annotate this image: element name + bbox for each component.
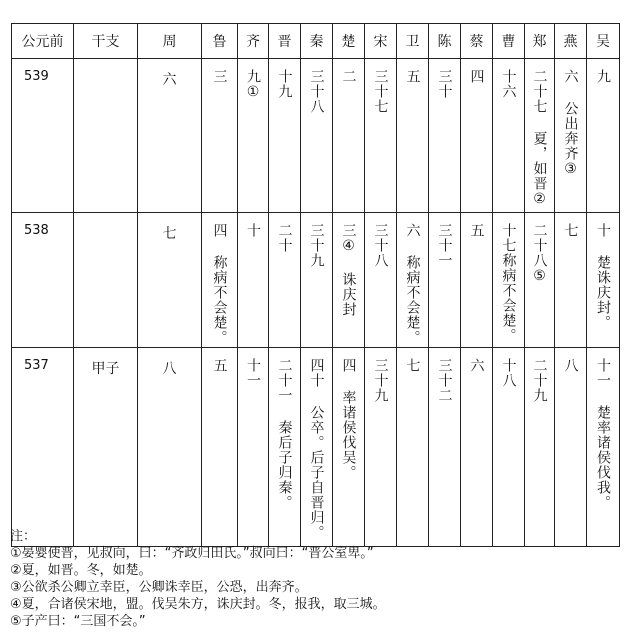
state-cell xyxy=(429,213,461,348)
table-row xyxy=(12,59,620,213)
header-cell: 楚 xyxy=(333,24,365,59)
state-cell-text: 九① xyxy=(245,69,261,101)
state-cell xyxy=(493,348,525,547)
state-cell-text: 三④ 诛庆封 xyxy=(340,223,357,317)
state-cell-text: 十九 xyxy=(276,69,293,99)
state-cell-text: 十 楚诛庆封。 xyxy=(595,223,611,330)
footnote-item: ①晏婴使晋，见叔向，曰：“齐政归田氏。”叔向曰：“晋公室卑。” xyxy=(10,546,374,561)
state-cell-text: 三十 xyxy=(436,69,453,99)
state-cell xyxy=(397,59,429,213)
state-cell xyxy=(269,348,301,547)
state-cell-text: 二十一 秦后子归秦。 xyxy=(276,358,293,510)
year-cell: 537 xyxy=(12,348,74,547)
ganzhi-cell xyxy=(74,213,138,348)
state-cell xyxy=(493,59,525,213)
zhou-cell: 七 xyxy=(138,213,202,348)
state-cell-text: 四 率诸侯伐吴。 xyxy=(340,358,357,480)
state-cell-text: 三十八 xyxy=(308,69,325,114)
state-cell-text: 二十七 夏，如晋② xyxy=(531,69,548,208)
state-cell-text: 五 xyxy=(468,223,485,238)
header-cell: 陈 xyxy=(429,24,461,59)
state-cell-text: 三十九 xyxy=(308,223,325,268)
header-cell: 周 xyxy=(138,24,202,59)
state-cell-text: 三十二 xyxy=(436,358,453,403)
state-cell xyxy=(429,59,461,213)
state-cell xyxy=(461,213,493,348)
state-cell-text: 四十 公卒。后子自晋归。 xyxy=(308,358,325,540)
state-cell-text: 十一 楚率诸侯伐我。 xyxy=(595,358,611,510)
zhou-cell: 八 xyxy=(138,348,202,547)
state-cell-text: 八 xyxy=(562,358,579,373)
state-cell-text: 十七称病不会楚。 xyxy=(500,223,517,343)
header-cell: 郑 xyxy=(525,24,555,59)
state-cell-text: 三 xyxy=(211,69,228,84)
state-cell xyxy=(555,348,587,547)
state-cell-text: 十 xyxy=(245,223,261,238)
state-cell xyxy=(301,59,333,213)
state-cell-text: 七 xyxy=(404,358,421,373)
state-cell-text: 六 公出奔齐③ xyxy=(562,69,579,178)
state-cell-text: 二十八⑤ xyxy=(531,223,548,285)
state-cell-text: 七 xyxy=(562,223,579,238)
chronology-table xyxy=(11,23,620,547)
header-cell: 干支 xyxy=(74,24,138,59)
header-cell: 曹 xyxy=(493,24,525,59)
state-cell xyxy=(493,213,525,348)
header-cell: 秦 xyxy=(301,24,333,59)
state-cell-text: 九 xyxy=(595,69,611,84)
header-cell: 公元前 xyxy=(12,24,74,59)
state-cell-text: 四 称病不会楚。 xyxy=(211,223,228,345)
state-cell xyxy=(238,348,269,547)
state-cell xyxy=(525,59,555,213)
ganzhi-cell: 甲子 xyxy=(74,348,138,547)
state-cell xyxy=(202,213,238,348)
state-cell xyxy=(555,213,587,348)
state-cell-text: 三十一 xyxy=(436,223,453,268)
footnote-item: ④夏，合诸侯宋地，盟。伐吴朱方，诛庆封。冬，报我，取三城。 xyxy=(10,597,386,612)
state-cell-text: 五 xyxy=(404,69,421,84)
state-cell xyxy=(461,348,493,547)
state-cell-text: 三十九 xyxy=(372,358,389,403)
year-cell: 538 xyxy=(12,213,74,348)
state-cell-text: 十六 xyxy=(500,69,517,99)
state-cell xyxy=(397,348,429,547)
header-cell: 燕 xyxy=(555,24,587,59)
state-cell xyxy=(587,348,620,547)
state-cell xyxy=(301,348,333,547)
header-cell: 蔡 xyxy=(461,24,493,59)
zhou-cell: 六 xyxy=(138,59,202,213)
state-cell xyxy=(333,59,365,213)
state-cell-text: 四 xyxy=(468,69,485,84)
state-cell xyxy=(587,213,620,348)
header-cell: 卫 xyxy=(397,24,429,59)
footnote-item: ②夏，如晋。冬，如楚。 xyxy=(10,563,152,578)
state-cell-text: 十八 xyxy=(500,358,517,388)
header-cell: 齐 xyxy=(238,24,269,59)
state-cell xyxy=(429,348,461,547)
table-row xyxy=(12,213,620,348)
state-cell xyxy=(238,59,269,213)
state-cell xyxy=(238,213,269,348)
state-cell-text: 二十九 xyxy=(531,358,548,403)
state-cell xyxy=(525,213,555,348)
table-row xyxy=(12,348,620,547)
state-cell xyxy=(301,213,333,348)
footnotes-title: 注： xyxy=(10,529,37,544)
state-cell xyxy=(587,59,620,213)
state-cell xyxy=(202,348,238,547)
state-cell xyxy=(365,348,397,547)
state-cell xyxy=(269,213,301,348)
header-cell: 鲁 xyxy=(202,24,238,59)
footnote-item: ③公欲杀公卿立幸臣，公卿诛幸臣，公恐，出奔齐。 xyxy=(10,580,308,595)
state-cell xyxy=(555,59,587,213)
state-cell xyxy=(333,213,365,348)
state-cell-text: 十一 xyxy=(245,358,261,388)
state-cell xyxy=(365,59,397,213)
state-cell xyxy=(461,59,493,213)
ganzhi-cell xyxy=(74,59,138,213)
state-cell-text: 二 xyxy=(340,69,357,84)
state-cell xyxy=(269,59,301,213)
year-cell: 539 xyxy=(12,59,74,213)
header-row xyxy=(12,24,620,59)
header-cell: 吴 xyxy=(587,24,620,59)
state-cell-text: 三十八 xyxy=(372,223,389,268)
state-cell xyxy=(365,213,397,348)
state-cell xyxy=(202,59,238,213)
state-cell-text: 六 xyxy=(468,358,485,373)
header-cell: 晋 xyxy=(269,24,301,59)
state-cell xyxy=(397,213,429,348)
state-cell xyxy=(525,348,555,547)
footnote-item: ⑤子产曰：“三国不会。” xyxy=(10,614,146,629)
state-cell-text: 六 称病不会楚。 xyxy=(404,223,421,345)
header-cell: 宋 xyxy=(365,24,397,59)
footnotes xyxy=(10,528,386,630)
state-cell-text: 三十七 xyxy=(372,69,389,114)
state-cell-text: 二十 xyxy=(276,223,293,253)
state-cell-text: 五 xyxy=(211,358,228,373)
state-cell xyxy=(333,348,365,547)
